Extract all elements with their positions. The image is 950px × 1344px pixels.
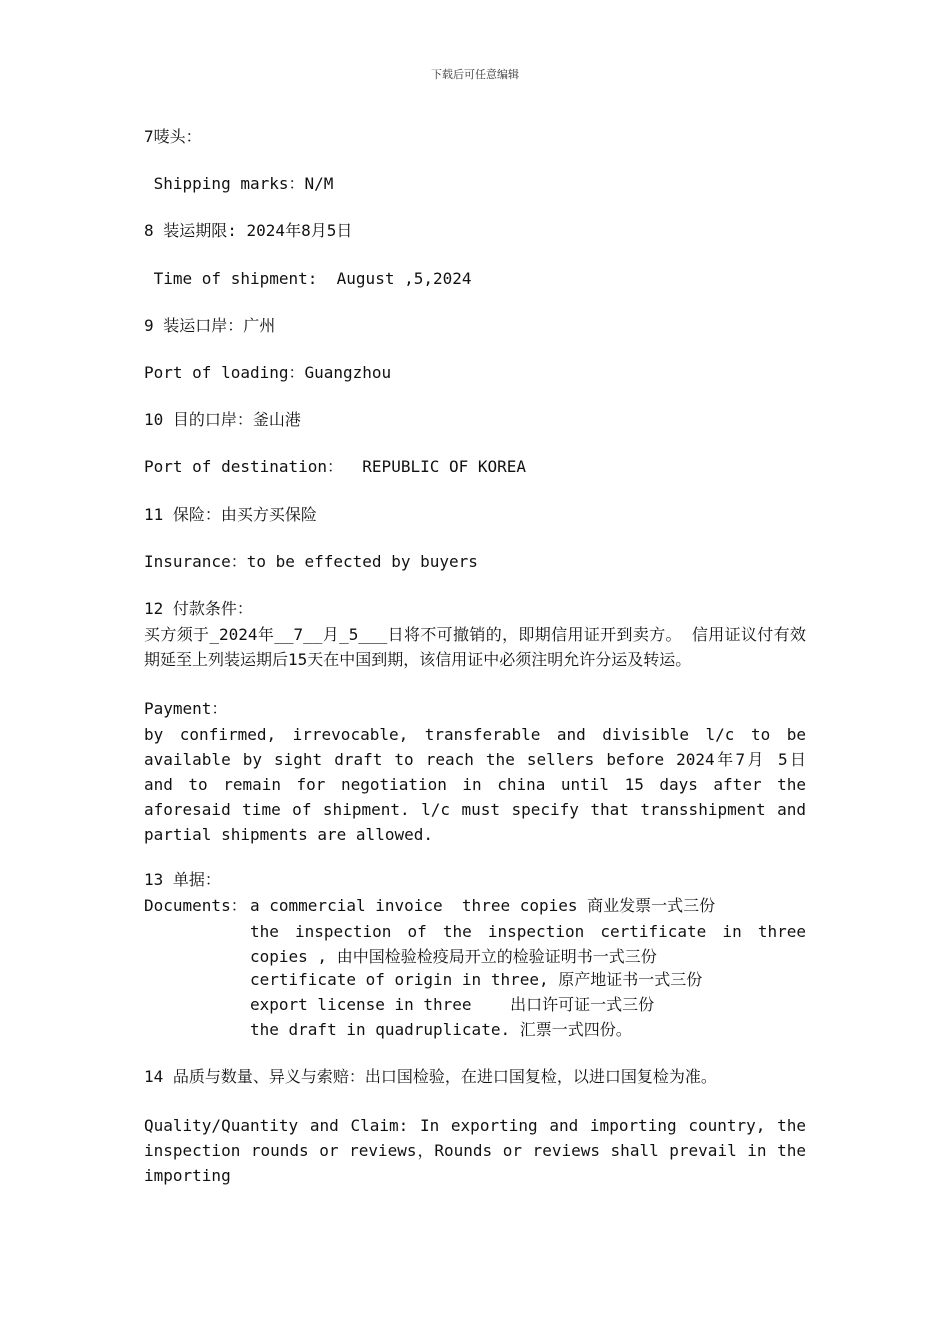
section-9-english: Port of loading：Guangzhou	[144, 363, 392, 382]
section-10-heading: 10 目的口岸：釜山港	[144, 410, 301, 429]
document-item: a commercial invoice three copies 商业发票一式三份	[250, 896, 716, 915]
document-item: export license in three 出口许可证一式三份	[250, 995, 655, 1014]
section-14-english: Quality/Quantity and Claim: In exporting and importing country, the inspection rounds or reviews，Rounds or reviews shall prevail in the importing	[144, 1116, 806, 1185]
section-11-heading: 11 保险：由买方买保险	[144, 505, 317, 524]
documents-label: Documents：	[144, 896, 247, 915]
section-9-heading: 9 装运口岸：广州	[144, 316, 276, 335]
section-8-heading: 8 装运期限: 2024年8月5日	[144, 221, 353, 240]
section-12-payment-terms: by confirmed, irrevocable, transferable and divisible l/c to be available by sight draft to reach the sellers before 2024年7月 5日 and to remain for negotiation in china until 15 days after the aforesaid time of shipment. l/c must specify that transshipment and partial shipments are allowed.	[144, 725, 807, 844]
page-header: 下载后可任意编辑	[431, 68, 519, 81]
section-10-english: Port of destination： REPUBLIC OF KOREA	[144, 457, 527, 476]
section-12-chinese-terms: 买方须于_2024年__7__月_5___日将不可撤销的，即期信用证开到卖方。 信用证议付有效期延至上列装运期后15天在中国到期，该信用证中必须注明允许分运及转运。	[144, 625, 806, 669]
section-7-english: Shipping marks：N/M	[144, 174, 334, 193]
section-8-english: Time of shipment: August ,5,2024	[144, 269, 472, 288]
section-7-heading: 7唛头：	[144, 127, 202, 146]
document-item: the inspection of the inspection certificate in three copies , 由中国检验检疫局开立的检验证明书一式三份	[250, 922, 806, 966]
section-12-payment-label: Payment：	[144, 699, 228, 718]
section-11-english: Insurance：to be effected by buyers	[144, 552, 478, 571]
section-14-heading: 14 品质与数量、异义与索赔：出口国检验，在进口国复检，以进口国复检为准。	[144, 1067, 717, 1086]
document-item: certificate of origin in three, 原产地证书一式三份	[250, 970, 703, 989]
section-12-heading: 12 付款条件：	[144, 599, 253, 618]
section-13-heading: 13 单据：	[144, 870, 221, 889]
document-item: the draft in quadruplicate. 汇票一式四份。	[250, 1020, 632, 1039]
